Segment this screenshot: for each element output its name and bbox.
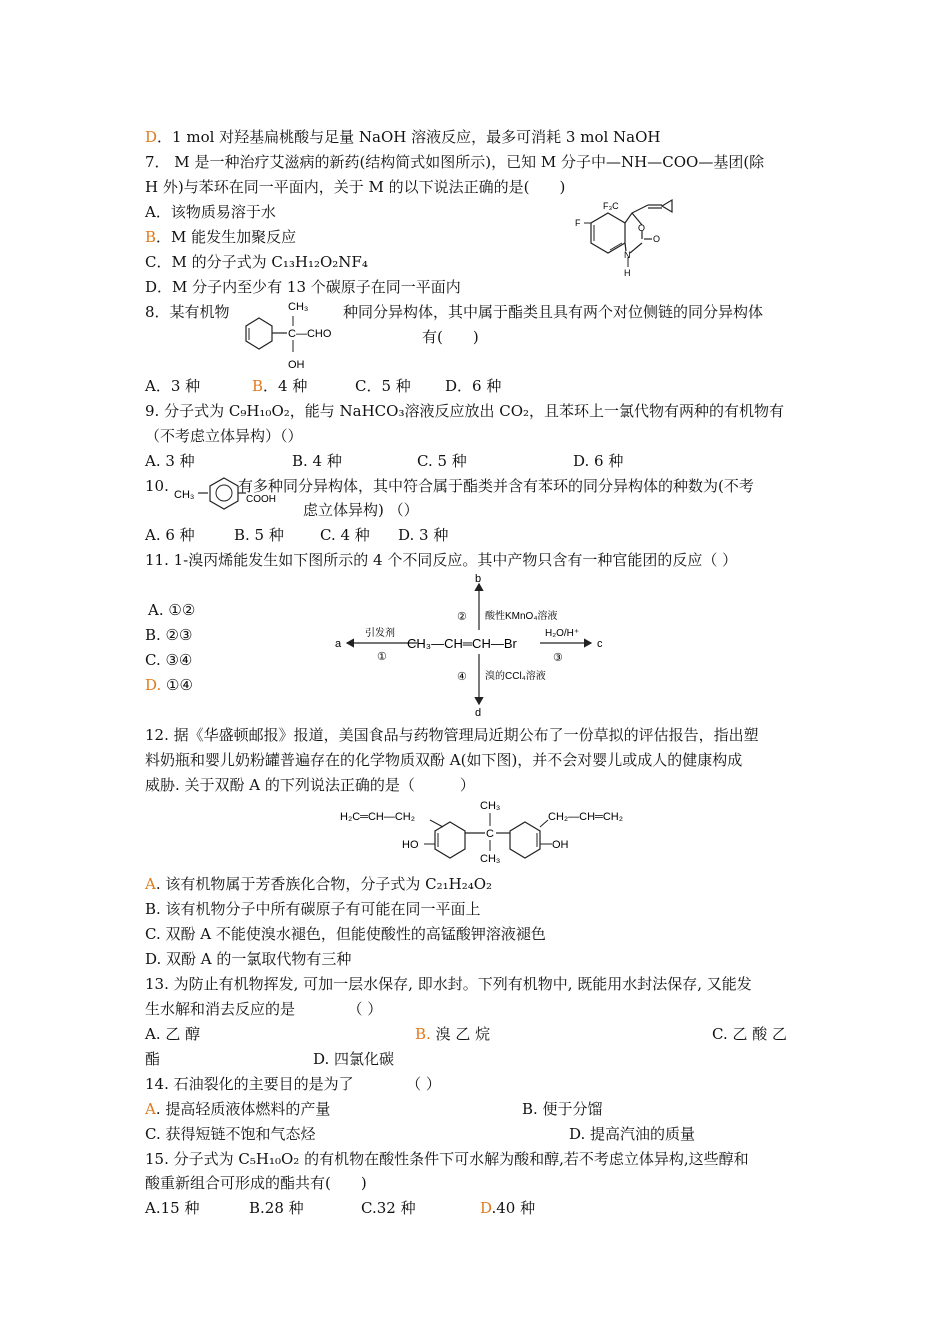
central-carbon-label: C [486, 828, 494, 840]
left-hydroxyl-label: HO [402, 839, 419, 851]
q12-option-b: B. 该有机物分子中所有碳原子有可能在同一平面上 [145, 900, 481, 918]
right-hydroxyl-label: OH [552, 839, 569, 851]
q11-option-d [145, 675, 193, 695]
product-c-label: c [597, 638, 603, 650]
q15-stem-line2: 酸重新组合可形成的酯共有( ) [145, 1174, 367, 1192]
q12-option-d: D. 双酚 A 的一氯取代物有三种 [145, 950, 352, 968]
product-a-label: a [335, 638, 342, 650]
q8-option-a: A．3 种 [145, 377, 201, 395]
q8-structure-diagram [243, 296, 353, 376]
q10-option-d: D. 3 种 [398, 526, 449, 544]
option-text: 溴 乙 烷 [430, 1025, 491, 1043]
carbonyl-oxygen-label: O [653, 234, 661, 244]
nitrogen-label: N [624, 250, 631, 260]
q8-stem-line2: 有( ) [422, 328, 479, 346]
q11-option-b: B. ②③ [145, 626, 193, 644]
q7-structure-diagram [570, 195, 690, 295]
option-letter: B. [415, 1025, 431, 1043]
q8-stem-prefix: 8．某有机物 [145, 303, 230, 321]
q9-option-c: C. 5 种 [417, 452, 467, 470]
q8-option-b [252, 376, 307, 396]
step-3-reagent: H₂O/H⁺ [545, 628, 580, 639]
q7-stem-line2: H 外)与苯环在同一平面内，关于 M 的以下说法正确的是( ) [145, 178, 566, 196]
hydrogen-label: H [624, 268, 631, 278]
q12-stem-line3: 威胁. 关于双酚 A 的下列说法正确的是（ ） [145, 776, 475, 794]
bromopropene-formula: CH₃—CH═CH—Br [407, 636, 517, 651]
step-2-number: ② [457, 611, 467, 623]
q10-stem-line2: 虑立体异构) （） [303, 501, 419, 519]
top-methyl-label: CH₃ [480, 800, 501, 812]
q15-option-d [480, 1198, 535, 1218]
option-letter: D [480, 1199, 492, 1217]
q9-option-d: D. 6 种 [573, 452, 624, 470]
q13-option-c-continued: 酯 [145, 1050, 161, 1068]
q13-stem-line2: 生水解和消去反应的是 （ ） [145, 1000, 383, 1018]
q14-option-b: B. 便于分馏 [522, 1100, 603, 1118]
q15-option-a: A.15 种 [145, 1199, 200, 1217]
methyl-label: CH₃ [288, 301, 309, 313]
q11-option-a: A. ①② [148, 601, 196, 619]
q9-stem-line1: 9. 分子式为 C₉H₁₀O₂，能与 NaHCO₃溶液反应放出 CO₂，且苯环上一氯代物有两种的有机物有 [145, 402, 785, 420]
option-text: . 提高轻质液体燃料的产量 [155, 1100, 331, 1118]
option-letter: D. [145, 676, 162, 694]
option-letter: D [145, 128, 158, 146]
option-text: ．1 mol 对羟基扁桃酸与足量 NaOH 溶液反应，最多可消耗 3 mol NaOH [157, 128, 661, 146]
product-b-label: b [475, 573, 482, 585]
q12-bisphenol-structure [340, 797, 660, 867]
q12-option-c: C. 双酚 A 不能使溴水褪色，但能使酸性的高锰酸钾溶液褪色 [145, 925, 546, 943]
q12-option-a [145, 874, 492, 894]
q11-option-c: C. ③④ [145, 651, 193, 669]
ring-oxygen-label: O [638, 223, 646, 233]
option-letter: B [145, 228, 157, 246]
q9-option-b: B. 4 种 [292, 452, 342, 470]
q10-option-c: C. 4 种 [320, 526, 370, 544]
option-letter: A [145, 1100, 156, 1118]
step-3-number: ③ [553, 652, 563, 664]
q12-stem-line1: 12. 据《华盛顿邮报》报道，美国食品与药物管理局近期公布了一份草拟的评估报告，指出塑 [145, 726, 759, 744]
q14-option-d: D. 提高汽油的质量 [569, 1125, 696, 1143]
option-text: ①④ [161, 676, 193, 694]
q7-option-a: A．该物质易溶于水 [145, 203, 276, 221]
q10-number: 10. [145, 477, 169, 495]
q8-option-c: C．5 种 [355, 377, 411, 395]
q15-stem-line1: 15. 分子式为 C₅H₁₀O₂ 的有机物在酸性条件下可水解为酸和醇,若不考虑立体异构,这些醇和 [145, 1150, 749, 1168]
step-4-reagent: 溴的CCl₄溶液 [485, 671, 546, 682]
option-letter: A [145, 875, 156, 893]
option-text: . 该有机物属于芳香族化合物，分子式为 C₂₁H₂₄O₂ [155, 875, 493, 893]
q8-stem-suffix: 种同分异构体，其中属于酯类且具有两个对位侧链的同分异构体 [343, 303, 764, 321]
fluorine-label: F [575, 218, 581, 228]
q6-option-d [145, 127, 661, 147]
q7-option-b [145, 227, 296, 247]
q9-stem-line2: （不考虑立体异构）（） [145, 427, 303, 445]
carboxyl-label: COOH [246, 494, 276, 505]
step-4-number: ④ [457, 671, 467, 683]
q10-option-b: B. 5 种 [234, 526, 284, 544]
q11-reaction-scheme [335, 572, 610, 718]
q10-stem-line1: 有多种同分异构体，其中符合属于酯类并含有苯环的同分异构体的种数为(不考 [238, 477, 754, 495]
q13-option-a: A. 乙 醇 [145, 1025, 201, 1043]
q7-option-c: C．M 的分子式为 C₁₃H₁₂O₂NF₄ [145, 253, 368, 271]
q14-option-c: C. 获得短链不饱和气态烃 [145, 1125, 316, 1143]
q14-option-a [145, 1099, 330, 1119]
cf3-label: F₃C [603, 201, 619, 211]
step-1-reagent: 引发剂 [365, 628, 395, 639]
q13-option-d: D. 四氯化碳 [313, 1050, 395, 1068]
q15-option-c: C.32 种 [361, 1199, 416, 1217]
option-text: ．M 能发生加聚反应 [156, 228, 297, 246]
right-allyl-chain: CH₂—CH═CH₂ [548, 811, 623, 823]
methyl-label: CH₃ [174, 489, 195, 501]
option-text: ．4 种 [263, 377, 308, 395]
q7-option-d: D．M 分子内至少有 13 个碳原子在同一平面内 [145, 278, 461, 296]
q14-stem-line1: 14. 石油裂化的主要目的是为了 （ ） [145, 1075, 441, 1093]
q8-option-d: D．6 种 [445, 377, 502, 395]
option-text: .40 种 [491, 1199, 536, 1217]
aldehyde-label: C—CHO [288, 328, 332, 340]
option-letter: B [252, 377, 264, 395]
step-1-number: ① [377, 651, 387, 663]
product-d-label: d [475, 707, 482, 719]
q10-option-a: A. 6 种 [145, 526, 195, 544]
left-allyl-chain: H₂C═CH—CH₂ [340, 811, 415, 823]
q12-stem-line2: 料奶瓶和婴儿奶粉罐普遍存在的化学物质双酚 A(如下图)，并不会对婴儿或成人的健康构成 [145, 751, 743, 769]
hydroxyl-label: OH [288, 359, 305, 371]
step-2-reagent: 酸性KMnO₄溶液 [485, 611, 558, 622]
q15-option-b: B.28 种 [249, 1199, 304, 1217]
q11-stem-line1: 11. 1-溴丙烯能发生如下图所示的 4 个不同反应。其中产物只含有一种官能团的反应（ ） [145, 551, 738, 569]
q7-stem-line1: 7． M 是一种治疗艾滋病的新药(结构简式如图所示)，已知 M 分子中—NH—COO—基团(除 [145, 153, 765, 171]
q13-option-b [415, 1024, 490, 1044]
bottom-methyl-label: CH₃ [480, 853, 501, 865]
q13-option-c: C. 乙 酸 乙 [712, 1025, 788, 1043]
q13-stem-line1: 13. 为防止有机物挥发, 可加一层水保存, 即水封。下列有机物中, 既能用水封法保存, 又能发 [145, 975, 752, 993]
q9-option-a: A. 3 种 [145, 452, 195, 470]
